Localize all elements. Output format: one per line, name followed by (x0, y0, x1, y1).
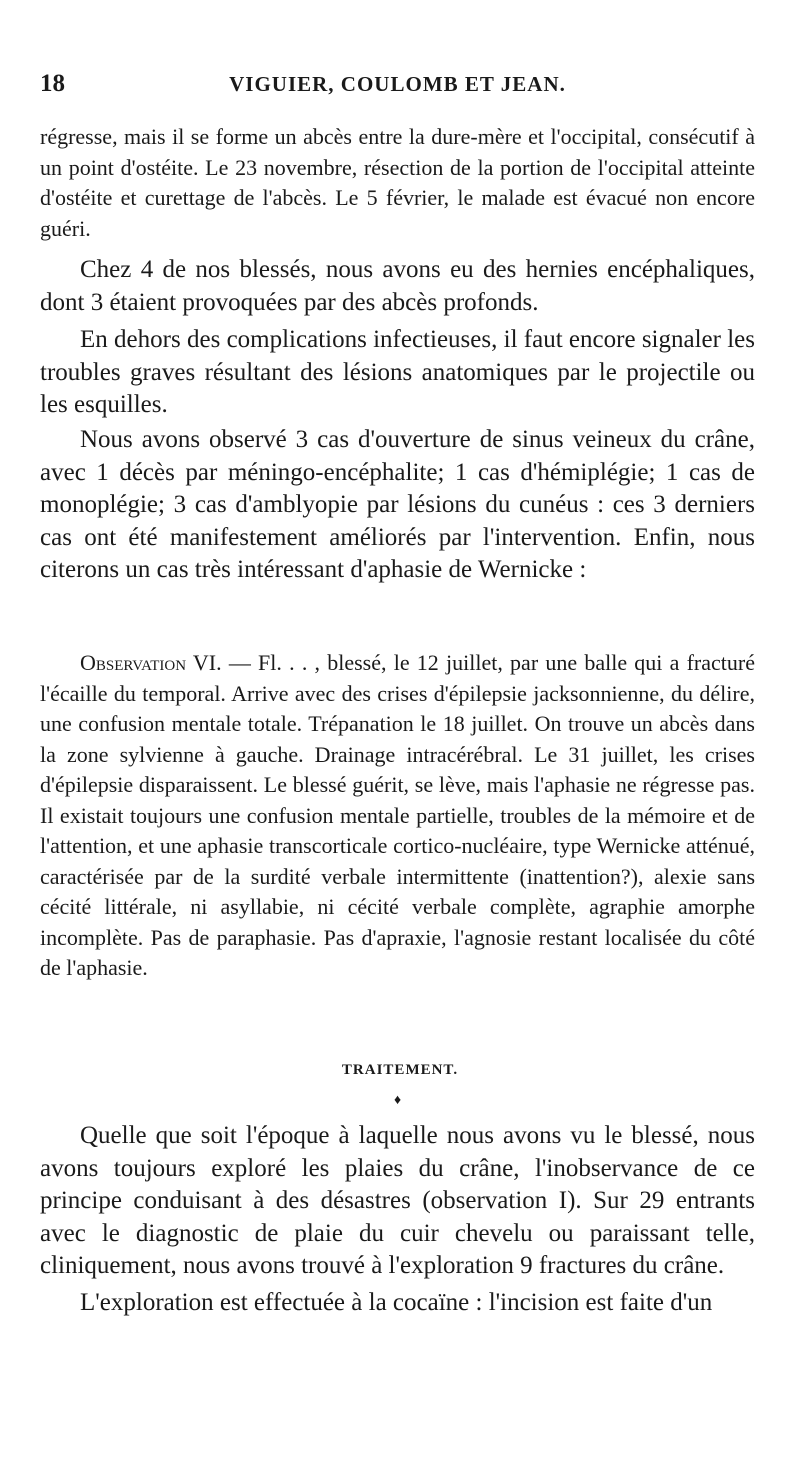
observation-label: Observation VI. (80, 650, 222, 675)
page-number: 18 (40, 70, 65, 97)
running-head: VIGUIER, COULOMB ET JEAN. (229, 72, 566, 96)
observation-text: — Fl. . . , blessé, le 12 juillet, par une balle qui a fracturé l'écaille du temporal. Arrive avec des crises d'épilepsie jacksonnienne, du délire, une confusion mentale totale. Trépanation le 18 juillet. On trouve un abcès dans la zone sylvienne à gauche. Drainage intracérébral. Le 31 juillet, les crises d'épilepsie disparaissent. Le blessé guérit, se lève, mais l'aphasie ne régresse pas. Il existait toujours une confusion mentale partielle, troubles de la mémoire et de l'attention, et une aphasie transcorticale cortico-nucléaire, type Wernicke atténué, caractérisée par de la surdité verbale intermittente (inattention?), alexie sans cécité littérale, ni asyllabie, ni cécité verbale complète, agraphie amorphe incomplète. Pas de paraphasie. Pas d'apraxie, l'agnosie restant localisée du côté de l'aphasie. (40, 650, 755, 980)
paragraph-treatment: Quelle que soit l'époque à laquelle nous avons vu le blessé, nous avons toujours exploré les plaies du crâne, l'inobservance de ce principe conduisant à des désastres (observation I). Sur 29 entrants avec le diagnostic de plaie du cuir chevelu ou paraissant telle, cliniquement, nous avons trouvé à l'exploration 9 fractures du crâne. (40, 1122, 755, 1279)
paragraph-exploration: L'exploration est effectuée à la cocaïne : l'incision est faite d'un (80, 1289, 713, 1316)
paragraph-continuation: régresse, mais il se forme un abcès entre la dure-mère et l'occipital, consécutif à un point d'ostéite. Le 23 novembre, résection de la portion de l'occipital atteinte d'ostéite et curettage de l'abcès. Le 5 février, le malade est évacué non encore guéri. (40, 124, 755, 241)
paragraph-complications: En dehors des complications infectieuses, il faut encore signaler les troubles graves résultant des lésions anatomiques par le projectile ou les esquilles. (40, 326, 755, 418)
bullet-ornament: ♦ (394, 1093, 402, 1108)
section-title: TRAITEMENT. (341, 1062, 459, 1078)
page-header (40, 70, 755, 104)
paragraph-hernies: Chez 4 de nos blessés, nous avons eu des hernies encéphaliques, dont 3 étaient provoquées par des abcès profonds. (40, 256, 755, 316)
paragraph-sinus: Nous avons observé 3 cas d'ouverture de sinus veineux du crâne, avec 1 décès par méningo-encéphalite; 1 cas d'hémiplégie; 1 cas de monoplégie; 3 cas d'amblyopie par lésions du cunéus : ces 3 derniers cas ont été manifestement améliorés par l'intervention. Enfin, nous citerons un cas très intéressant d'aphasie de Wernicke : (40, 426, 755, 583)
observation-paragraph (40, 648, 755, 984)
